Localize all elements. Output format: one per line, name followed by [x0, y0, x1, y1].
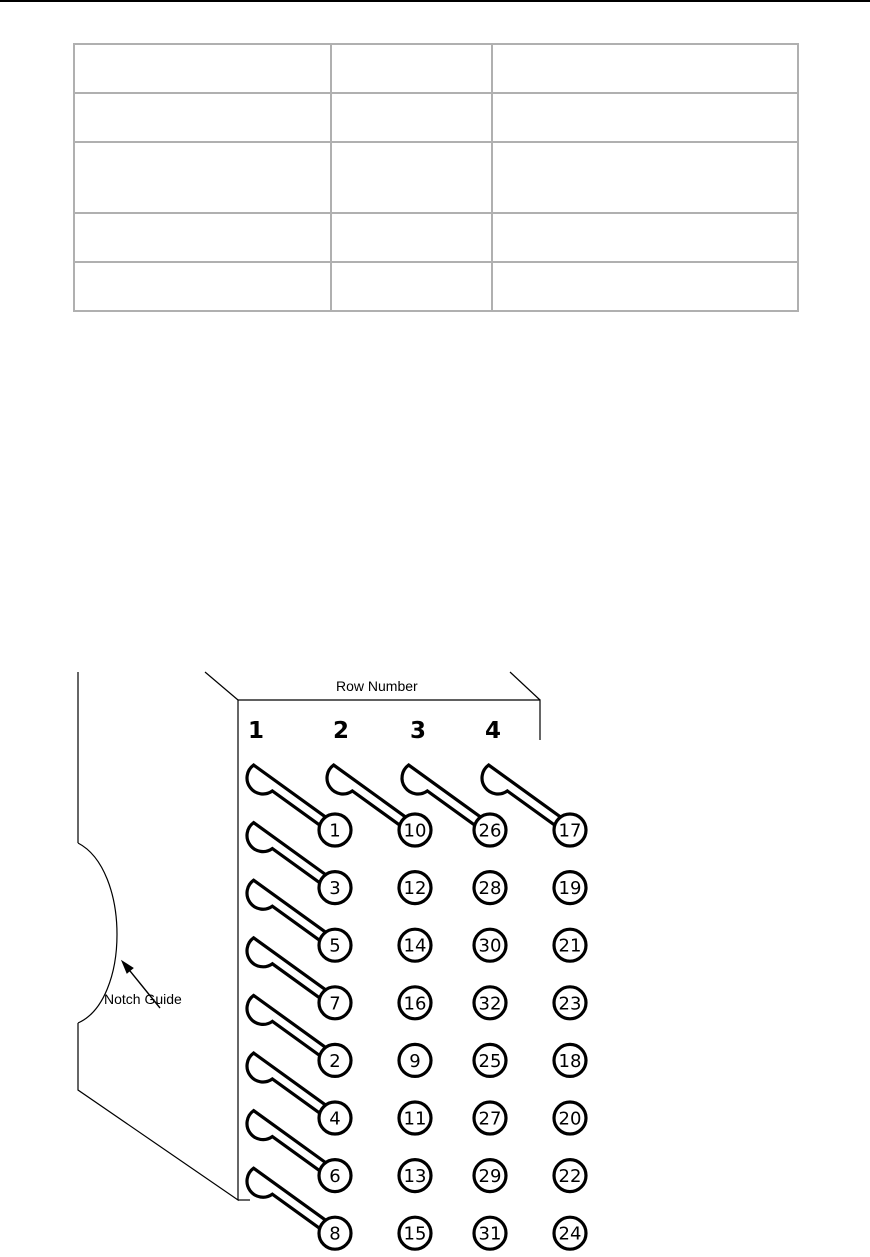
table-cell	[331, 142, 492, 213]
connector-pinout-diagram	[0, 660, 870, 1257]
table-cell	[74, 44, 331, 93]
pin-number: 11	[403, 1108, 427, 1130]
pin-number: 21	[558, 935, 582, 957]
row-number-headings	[248, 718, 501, 744]
table-cell	[492, 142, 798, 213]
table-row	[74, 142, 798, 213]
table-cell	[331, 262, 492, 311]
pin-number: 32	[478, 993, 502, 1015]
pin-number: 15	[403, 1223, 427, 1245]
pin-number: 17	[558, 820, 582, 842]
table-cell	[74, 213, 331, 262]
table-cell	[331, 93, 492, 142]
row-number-3: 3	[410, 718, 427, 744]
pin-number: 18	[558, 1050, 582, 1072]
table-cell	[331, 213, 492, 262]
pin-number: 22	[558, 1166, 582, 1188]
pin-number: 4	[329, 1108, 341, 1130]
table-cell	[492, 262, 798, 311]
pin-number: 12	[403, 878, 427, 900]
pin-number: 2	[329, 1050, 341, 1072]
row-number-label: Row Number	[336, 678, 418, 694]
table-row	[74, 213, 798, 262]
pin-number: 9	[409, 1050, 421, 1072]
table-row	[74, 93, 798, 142]
pin-number: 14	[403, 935, 427, 957]
pin-number: 8	[329, 1223, 341, 1245]
table-cell	[492, 213, 798, 262]
pin-number: 5	[329, 935, 341, 957]
pin-number: 20	[558, 1108, 582, 1130]
table-cell	[331, 44, 492, 93]
pin-number: 30	[478, 935, 502, 957]
pin-number: 13	[403, 1166, 427, 1188]
pin-number: 3	[329, 878, 341, 900]
pin-number: 19	[558, 878, 582, 900]
pin-number: 31	[478, 1223, 502, 1245]
pin-number: 23	[558, 993, 582, 1015]
pin-circles	[319, 814, 586, 1249]
pin-number: 7	[329, 993, 341, 1015]
pin-number: 10	[403, 820, 427, 842]
pin-number: 28	[478, 878, 502, 900]
table-row	[74, 262, 798, 311]
row-number-2: 2	[333, 718, 350, 744]
pin-number: 26	[478, 820, 502, 842]
table-row	[74, 44, 798, 93]
pin-number: 27	[478, 1108, 502, 1130]
table-cell	[492, 44, 798, 93]
page-top-rule	[0, 0, 870, 2]
notch-guide-label: Notch Guide	[104, 991, 182, 1007]
table-cell	[492, 93, 798, 142]
row-number-1: 1	[248, 718, 265, 744]
pin-number: 1	[329, 820, 341, 842]
row-number-4: 4	[485, 718, 502, 744]
pin-number: 16	[403, 993, 427, 1015]
table-cell	[74, 93, 331, 142]
pin-number: 6	[329, 1166, 341, 1188]
pin-number: 29	[478, 1166, 502, 1188]
table-cell	[74, 262, 331, 311]
pin-number: 24	[558, 1223, 582, 1245]
spec-table	[73, 43, 799, 312]
table-cell	[74, 142, 331, 213]
connector-housing	[78, 672, 540, 1200]
pin-number: 25	[478, 1050, 502, 1072]
